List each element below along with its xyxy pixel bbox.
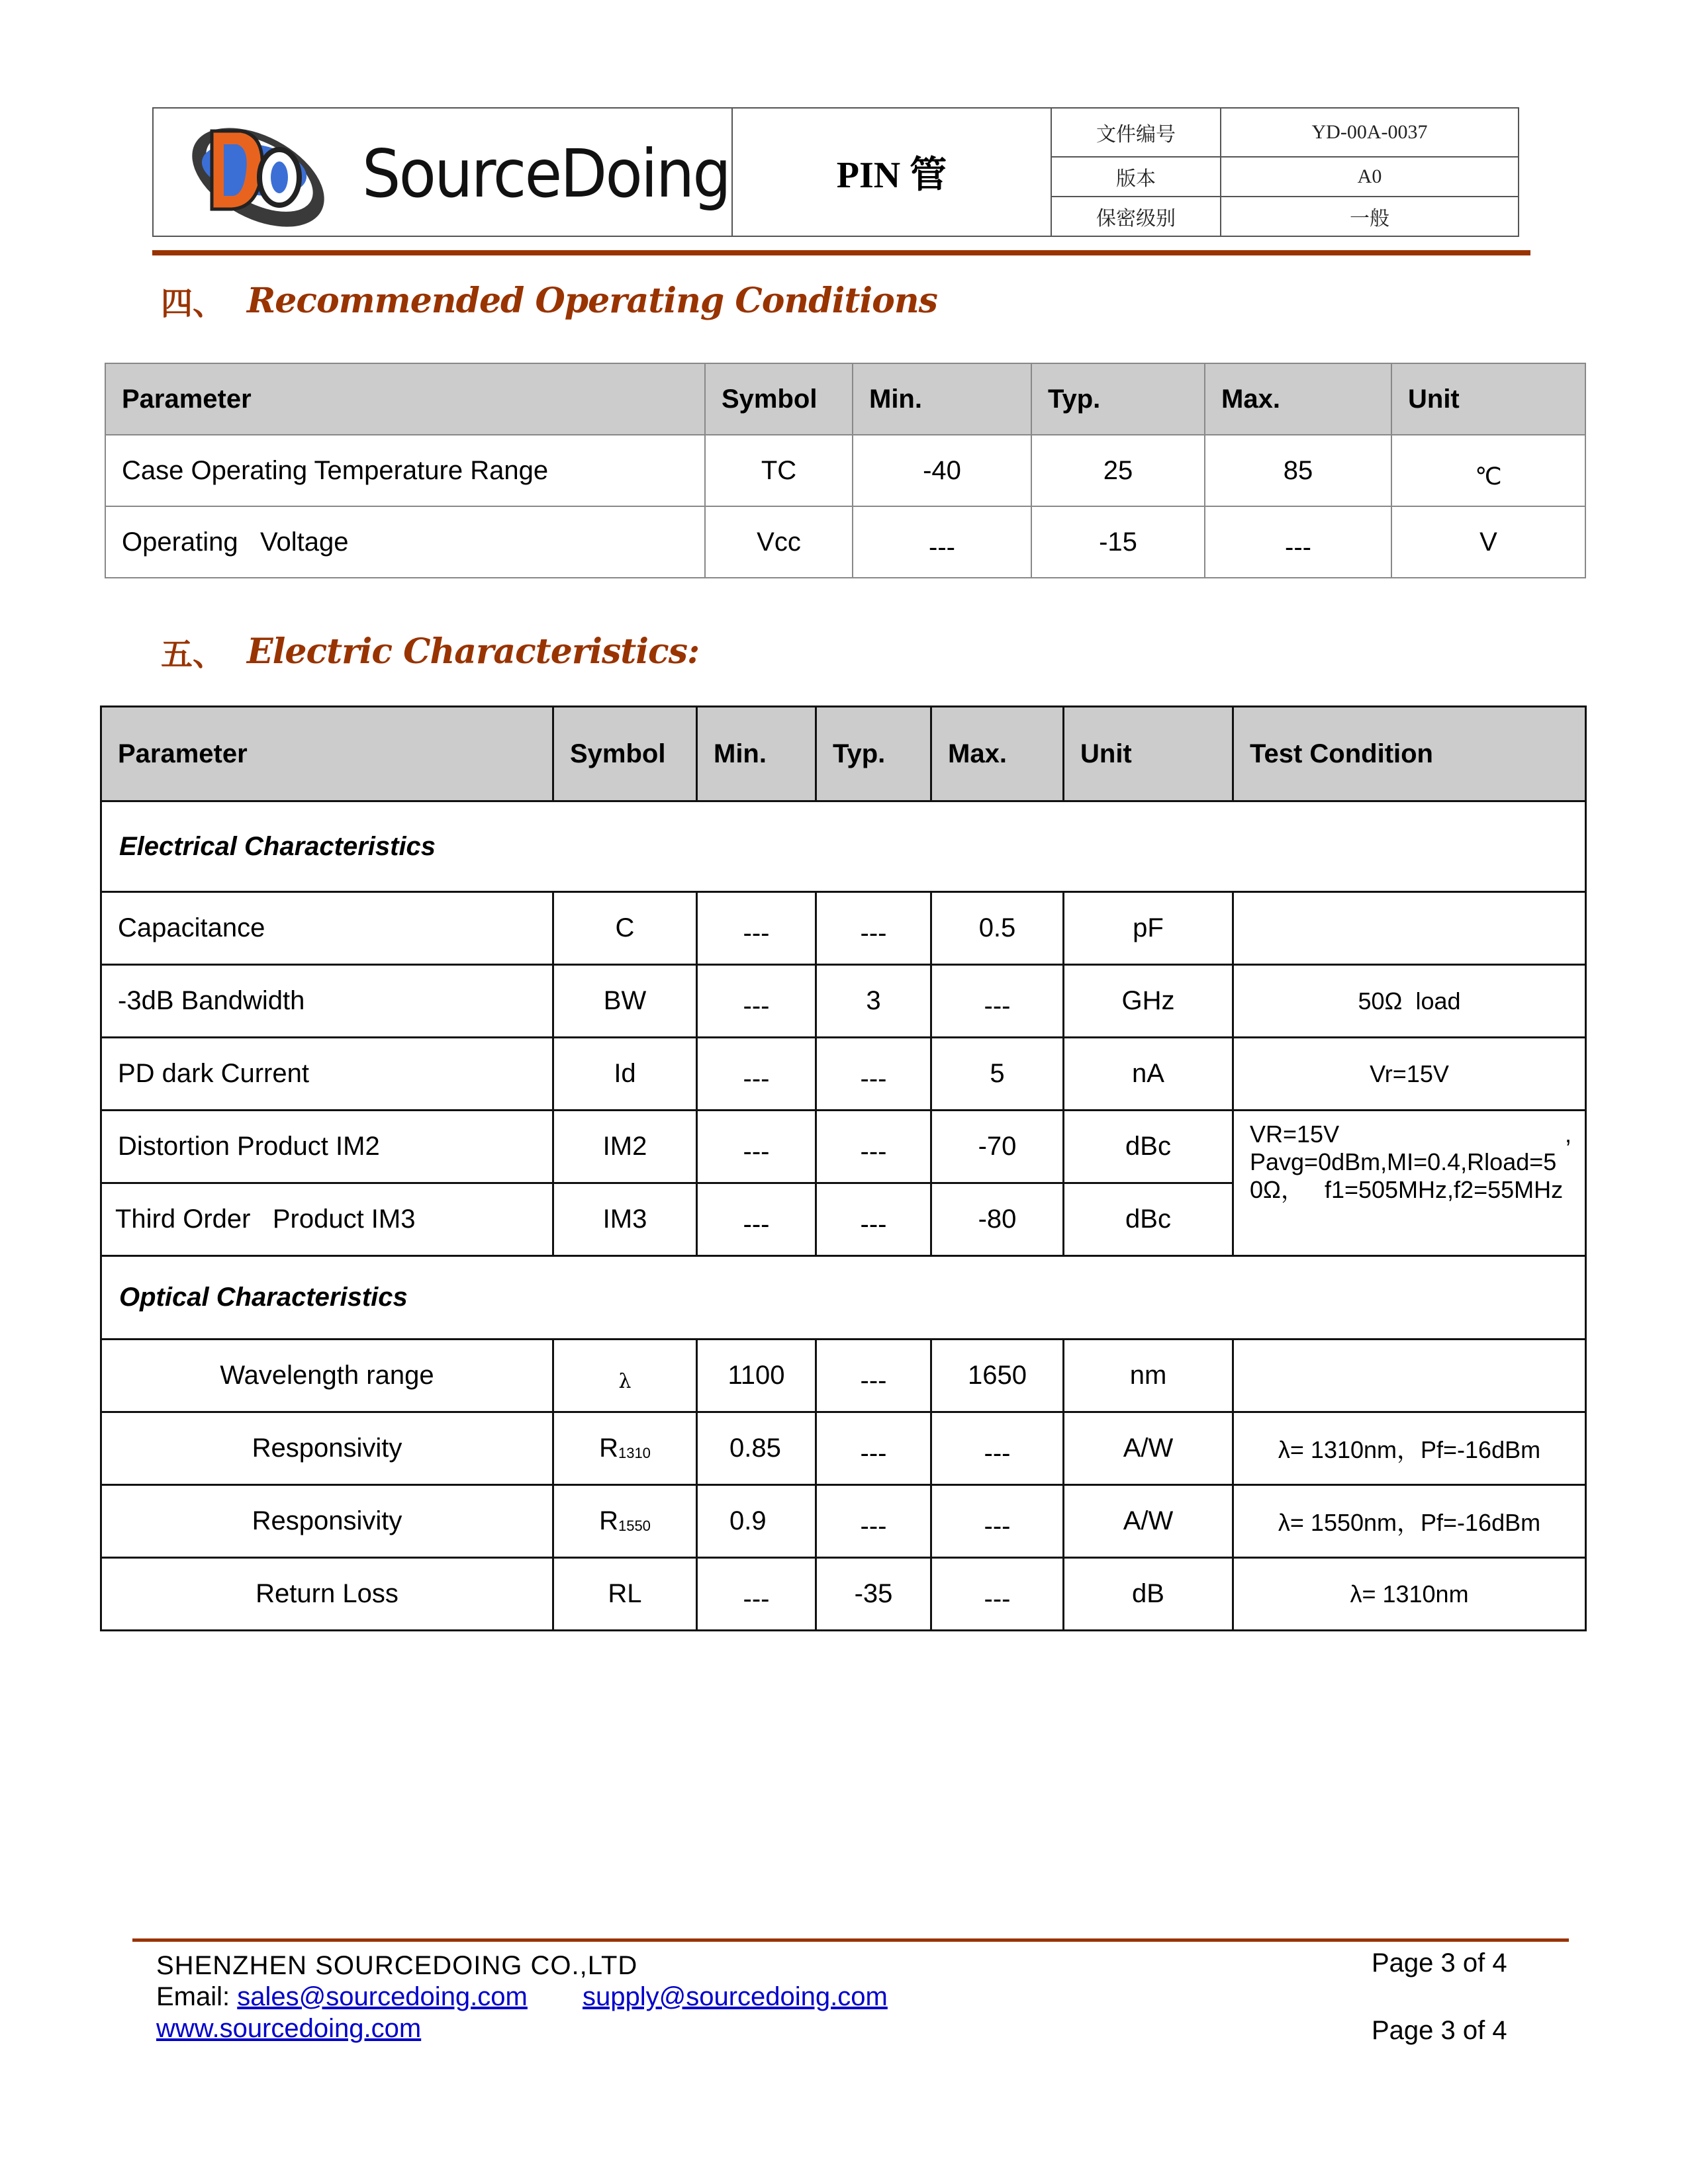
- cell-condition: [1233, 1340, 1586, 1412]
- cell-typ: -15: [1031, 506, 1205, 578]
- cell-symbol: C: [553, 892, 697, 965]
- document-title: PIN 管: [733, 109, 1052, 236]
- cell-typ: 3: [816, 965, 931, 1038]
- email-supply-link[interactable]: supply@sourcedoing.com: [582, 1982, 888, 2011]
- column-header: Min.: [853, 363, 1031, 435]
- cell-text: ---: [860, 1210, 887, 1239]
- cell-parameter: Capacitance: [101, 892, 553, 965]
- cell-text: ---: [984, 1584, 1011, 1614]
- cell-max: 5: [931, 1038, 1064, 1111]
- cell-text: ---: [929, 532, 955, 562]
- document-header: [152, 107, 1519, 237]
- cell-min: 0.9: [697, 1485, 816, 1558]
- column-header: Typ.: [1031, 363, 1205, 435]
- cell-max: [931, 965, 1064, 1038]
- cell-symbol: RL: [553, 1558, 697, 1631]
- column-header: Symbol: [705, 363, 853, 435]
- footer-website-line: [156, 2014, 421, 2044]
- cell-typ: [816, 1412, 931, 1485]
- cell-min: [697, 892, 816, 965]
- cell-unit: [1391, 435, 1585, 506]
- cell-text: ---: [860, 1512, 887, 1541]
- cell-symbol: BW: [553, 965, 697, 1038]
- cell-parameter: Responsivity: [101, 1485, 553, 1558]
- group-row-optical: [101, 1256, 1586, 1340]
- column-header: Max.: [931, 707, 1064, 801]
- cell-text: ---: [860, 1137, 887, 1166]
- footer-divider: [132, 1938, 1569, 1942]
- cell-unit: V: [1391, 506, 1585, 578]
- column-header: Parameter: [101, 707, 553, 801]
- condition-line: 0Ω， f1=505MHz,f2=55MHz: [1250, 1176, 1564, 1203]
- section-title: Recommended Operating Conditions: [247, 281, 937, 321]
- table-row: [101, 1558, 1586, 1631]
- email-label: Email:: [156, 1982, 230, 2011]
- website-link[interactable]: www.sourcedoing.com: [156, 2014, 422, 2043]
- cell-typ: [816, 1038, 931, 1111]
- cell-min: 1100: [697, 1340, 816, 1412]
- column-header: Max.: [1205, 363, 1391, 435]
- cell-min: [697, 1038, 816, 1111]
- cell-parameter: -3dB Bandwidth: [101, 965, 553, 1038]
- meta-row-doc-number: [1052, 109, 1518, 158]
- logo-swoosh-icon: [180, 116, 332, 232]
- cell-symbol: Id: [553, 1038, 697, 1111]
- cell-max: [931, 1485, 1064, 1558]
- meta-row-confidentiality: [1052, 197, 1518, 236]
- cell-text: ---: [984, 1512, 1011, 1541]
- symbol-subscript: 1550: [618, 1518, 651, 1534]
- cell-min: -40: [853, 435, 1031, 506]
- cell-min: 0.85: [697, 1412, 816, 1485]
- meta-value: YD-00A-0037: [1311, 121, 1428, 143]
- table-row: [105, 506, 1585, 578]
- section-number: 四、: [161, 285, 225, 322]
- cell-typ: -35: [816, 1558, 931, 1631]
- column-header: Parameter: [105, 363, 705, 435]
- cell-unit: nA: [1064, 1038, 1233, 1111]
- cell-typ: [816, 1183, 931, 1256]
- cell-max: 0.5: [931, 892, 1064, 965]
- symbol-subscript: 1310: [618, 1445, 651, 1461]
- cell-typ: 25: [1031, 435, 1205, 506]
- section-heading-electric-characteristics: [161, 629, 699, 674]
- cell-typ: [816, 1340, 931, 1412]
- cell-parameter: Wavelength range: [101, 1340, 553, 1412]
- cell-typ: [816, 1485, 931, 1558]
- condition-text: ,: [1564, 1120, 1571, 1148]
- document-meta-table: [1052, 109, 1518, 236]
- cell-min: [697, 1111, 816, 1183]
- cell-min: [853, 506, 1031, 578]
- table-row: [101, 892, 1586, 965]
- cell-typ: [816, 892, 931, 965]
- symbol-main: R: [599, 1433, 618, 1463]
- column-header: Symbol: [553, 707, 697, 801]
- recommended-operating-conditions-table: [105, 363, 1586, 578]
- footer-company: SHENZHEN SOURCEDOING CO.,LTD: [156, 1951, 638, 1980]
- table-row: [105, 435, 1585, 506]
- cell-unit: dBc: [1064, 1183, 1233, 1256]
- cell-parameter: Distortion Product IM2: [101, 1111, 553, 1183]
- section-heading-recommended-operating-conditions: [161, 278, 937, 324]
- cell-max: [931, 1412, 1064, 1485]
- table-row: [101, 1412, 1586, 1485]
- cell-unit: nm: [1064, 1340, 1233, 1412]
- group-label: Optical Characteristics: [101, 1256, 1586, 1340]
- electric-characteristics-table: [100, 705, 1587, 1631]
- meta-value: A0: [1357, 165, 1382, 187]
- cell-parameter: PD dark Current: [101, 1038, 553, 1111]
- cell-min: [697, 1183, 816, 1256]
- cell-unit: pF: [1064, 892, 1233, 965]
- cell-unit: A/W: [1064, 1485, 1233, 1558]
- condition-line: Pavg=0dBm,MI=0.4,Rload=5: [1250, 1148, 1557, 1175]
- meta-label: 保密级别: [1052, 197, 1221, 236]
- cell-condition: λ= 1310nm，Pf=-16dBm: [1233, 1412, 1586, 1485]
- symbol-main: R: [599, 1506, 618, 1535]
- table-row: [101, 1340, 1586, 1412]
- page-number-top: Page 3 of 4: [1372, 1948, 1507, 1978]
- unit-celsius: ℃: [1475, 463, 1502, 490]
- cell-condition-im: [1233, 1111, 1586, 1256]
- cell-unit: A/W: [1064, 1412, 1233, 1485]
- section-number: 五、: [161, 636, 225, 673]
- cell-max: [931, 1558, 1064, 1631]
- meta-value: 一般: [1350, 208, 1389, 230]
- table-header-row: [105, 363, 1585, 435]
- cell-text: ---: [743, 919, 770, 948]
- cell-parameter: Operating Voltage: [105, 506, 705, 578]
- email-sales-link[interactable]: sales@sourcedoing.com: [237, 1982, 528, 2011]
- table-row: [101, 1485, 1586, 1558]
- meta-label: 文件编号: [1052, 109, 1221, 156]
- cell-text: ---: [743, 1137, 770, 1166]
- cell-max: 1650: [931, 1340, 1064, 1412]
- cell-symbol: IM2: [553, 1111, 697, 1183]
- cell-min: [697, 965, 816, 1038]
- group-row-electrical: [101, 801, 1586, 892]
- cell-text: ---: [743, 991, 770, 1021]
- company-logo: [154, 109, 733, 236]
- cell-unit: dBc: [1064, 1111, 1233, 1183]
- cell-max: 85: [1205, 435, 1391, 506]
- condition-text: VR=15V: [1250, 1120, 1340, 1148]
- cell-max: [1205, 506, 1391, 578]
- cell-condition: 50Ω load: [1233, 965, 1586, 1038]
- cell-text: ---: [860, 1064, 887, 1093]
- table-header-row: [101, 707, 1586, 801]
- cell-text: ---: [860, 919, 887, 948]
- cell-text: ---: [743, 1210, 770, 1239]
- column-header: Unit: [1064, 707, 1233, 801]
- cell-typ: [816, 1111, 931, 1183]
- cell-symbol: [553, 1412, 697, 1485]
- cell-parameter: Case Operating Temperature Range: [105, 435, 705, 506]
- cell-parameter: Responsivity: [101, 1412, 553, 1485]
- cell-symbol: Vcc: [705, 506, 853, 578]
- header-divider: [152, 250, 1530, 255]
- cell-condition: λ= 1310nm: [1233, 1558, 1586, 1631]
- cell-text: ---: [984, 1439, 1011, 1468]
- column-header: Min.: [697, 707, 816, 801]
- cell-condition: [1233, 892, 1586, 965]
- table-row: [101, 1111, 1586, 1183]
- condition-line: [1250, 1120, 1571, 1148]
- cell-symbol: IM3: [553, 1183, 697, 1256]
- column-header: Unit: [1391, 363, 1585, 435]
- meta-label: 版本: [1052, 158, 1221, 196]
- lambda-symbol: λ: [618, 1370, 632, 1393]
- cell-max: -80: [931, 1183, 1064, 1256]
- cell-symbol: [553, 1340, 697, 1412]
- cell-symbol: TC: [705, 435, 853, 506]
- group-label: Electrical Characteristics: [101, 801, 1586, 892]
- logo-wordmark: SourceDoing: [362, 135, 730, 212]
- cell-text: ---: [860, 1366, 887, 1395]
- cell-unit: GHz: [1064, 965, 1233, 1038]
- cell-min: [697, 1558, 816, 1631]
- table-row: [101, 965, 1586, 1038]
- cell-parameter: Return Loss: [101, 1558, 553, 1631]
- cell-max: -70: [931, 1111, 1064, 1183]
- cell-parameter: Third Order Product IM3: [101, 1183, 553, 1256]
- footer-email-line: [156, 1982, 888, 2012]
- cell-text: ---: [984, 991, 1011, 1021]
- cell-text: ---: [860, 1439, 887, 1468]
- cell-text: ---: [743, 1064, 770, 1093]
- cell-condition: Vr=15V: [1233, 1038, 1586, 1111]
- meta-row-version: [1052, 158, 1518, 197]
- cell-symbol: [553, 1485, 697, 1558]
- table-row: [101, 1038, 1586, 1111]
- cell-text: ---: [1285, 532, 1311, 562]
- section-title: Electric Characteristics:: [247, 631, 700, 672]
- cell-unit: dB: [1064, 1558, 1233, 1631]
- column-header: Typ.: [816, 707, 931, 801]
- page-number-bottom: Page 3 of 4: [1372, 2016, 1507, 2045]
- column-header: Test Condition: [1233, 707, 1586, 801]
- cell-condition: λ= 1550nm，Pf=-16dBm: [1233, 1485, 1586, 1558]
- cell-text: ---: [743, 1584, 770, 1614]
